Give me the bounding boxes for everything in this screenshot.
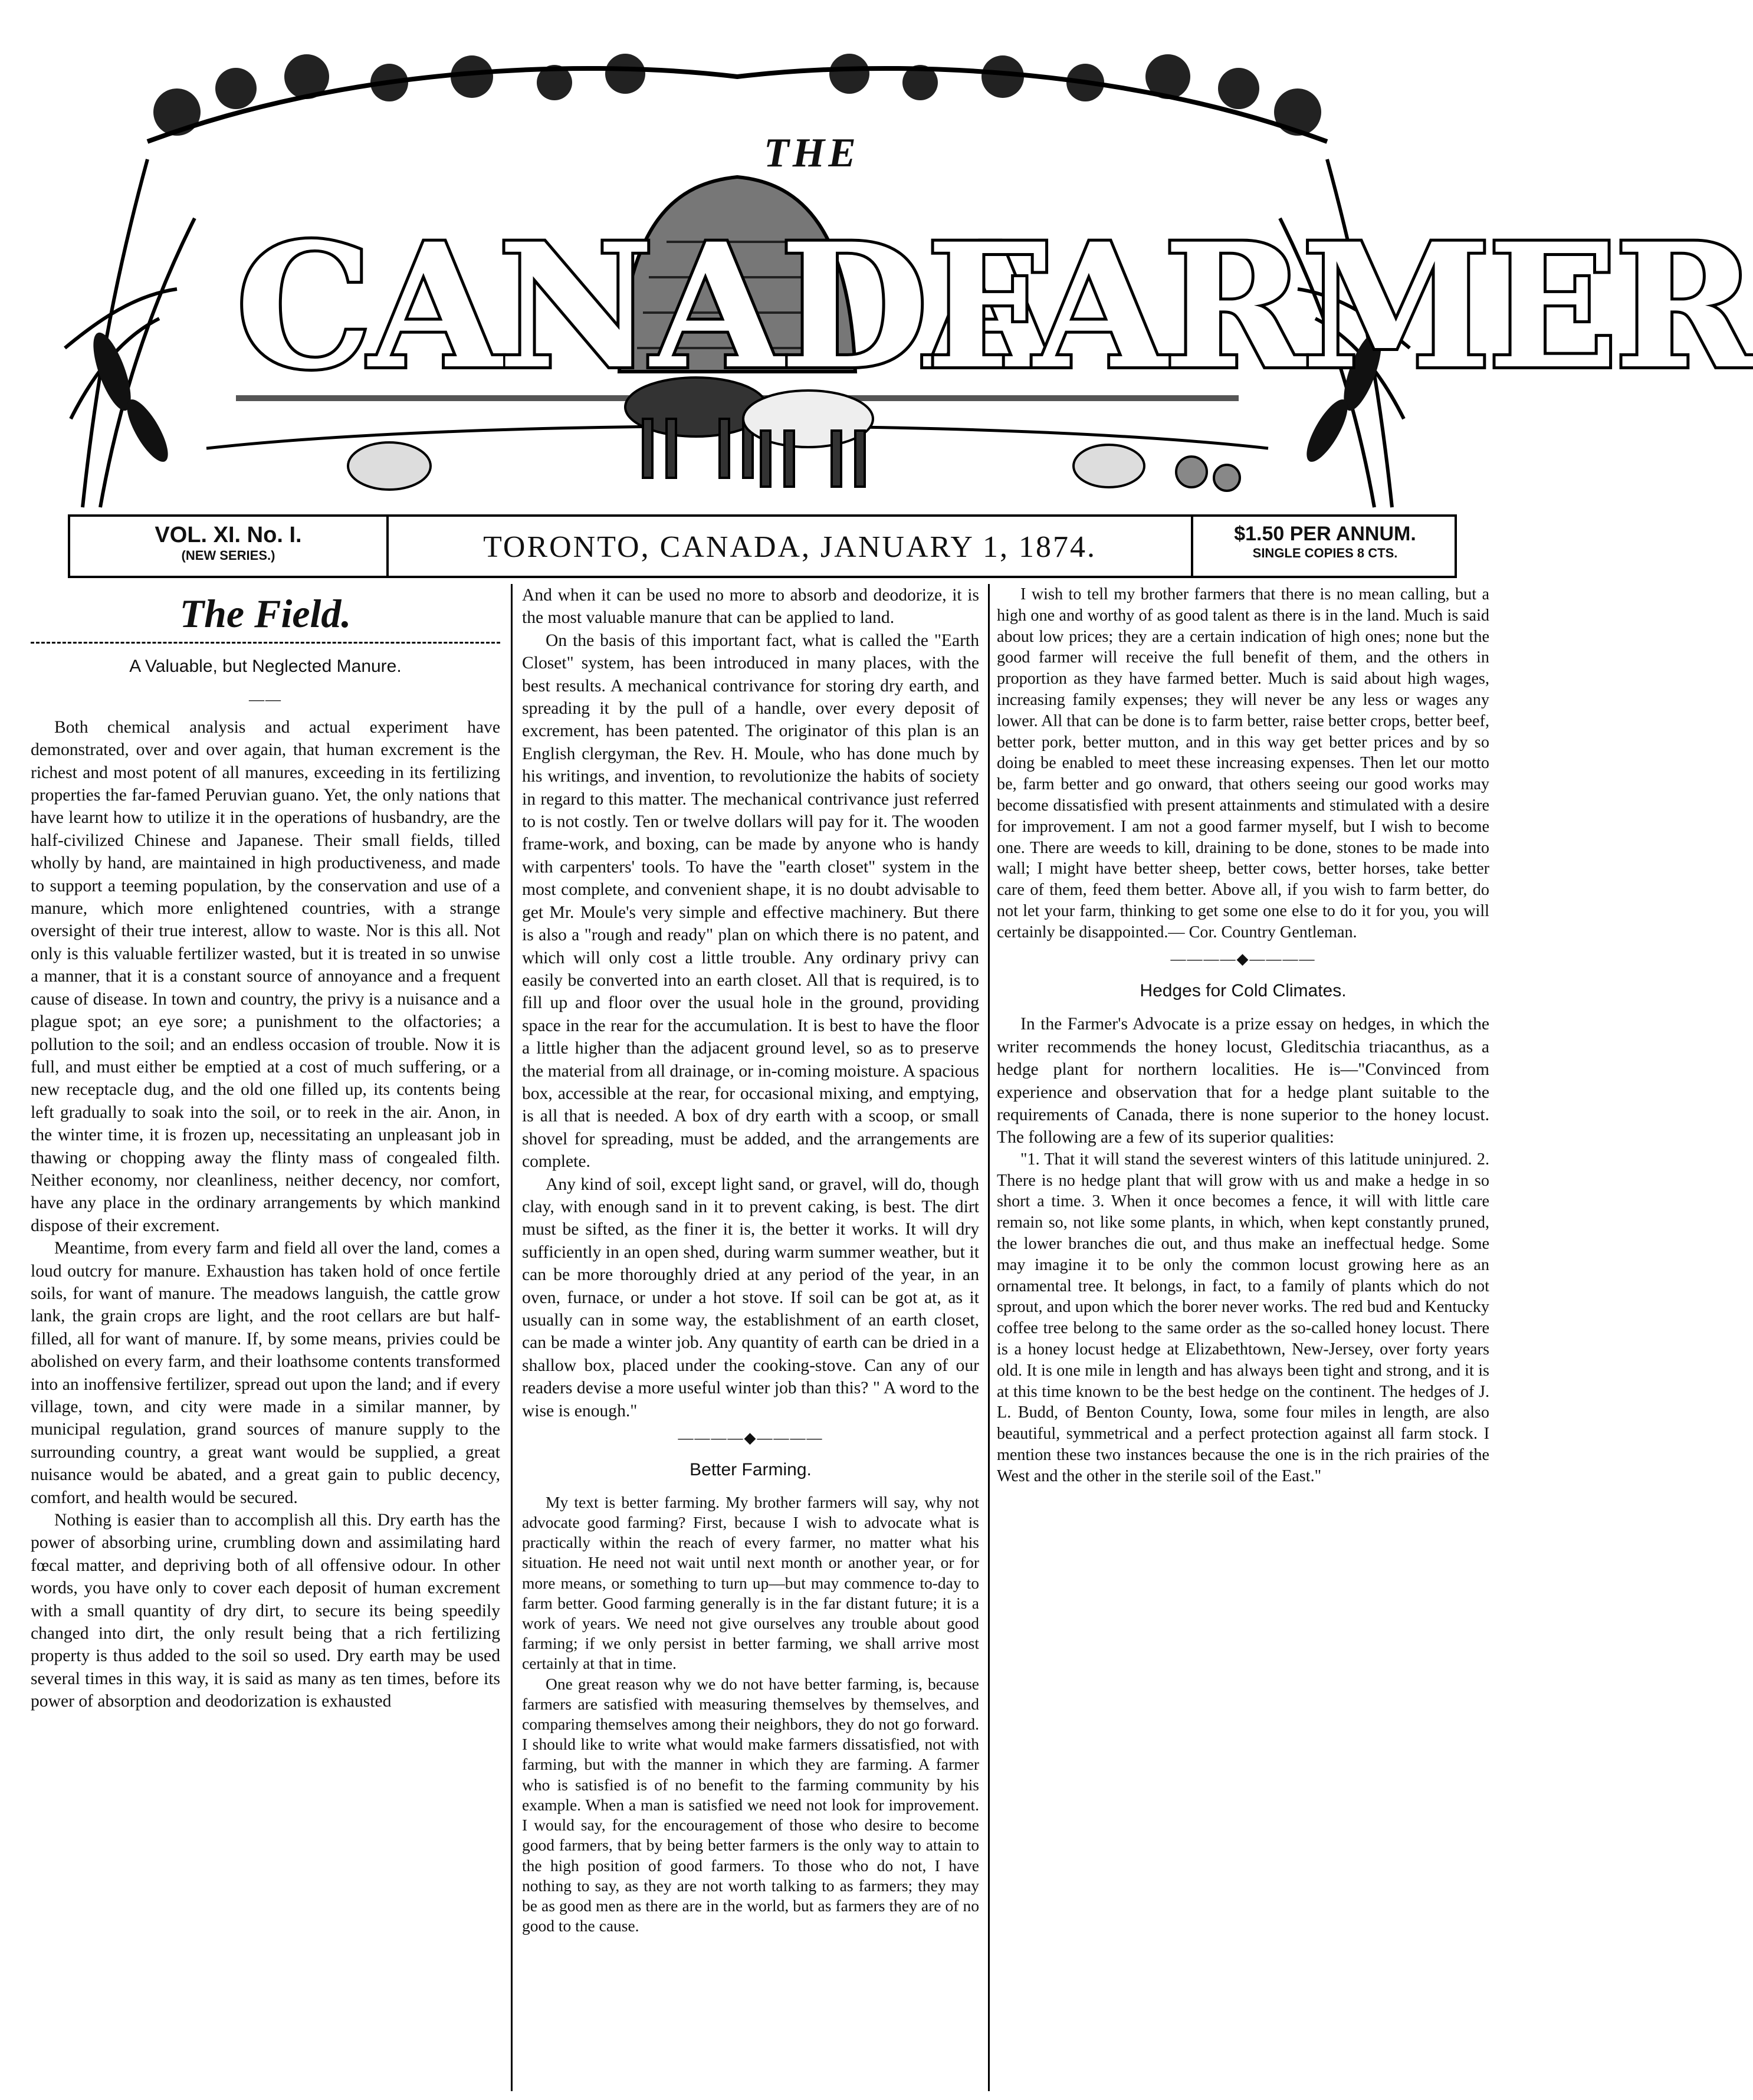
article-paragraph: Nothing is easier than to accomplish all this. Dry earth has the power of absorbing urine, crumbling down and assimilating hard fœcal matter, and depriving both of all offensive odour. In other words, you have only to cover each deposit of human excrement with a small quantity of dry dirt, to secure its being speedily changed into dirt, the only result being that a rich fertilizing property is thus added to the soil so used. Dry earth may be used several times in this way, it is said as many as ten times, before its power of absorption and deodorization is exhausted [31,1511,500,1711]
issue-info-bar [68,514,1457,578]
dateline-box [389,517,1191,576]
divider: —— [249,691,282,708]
divider: ————◆———— [1170,950,1316,967]
masthead-title-canada: CANADA [236,206,1054,407]
article-title: Hedges for Cold Climates. [1140,980,1347,1000]
column-rule [511,584,513,2091]
divider [31,642,500,644]
single-copy-price: SINGLE COPIES 8 CTS. [1252,546,1398,560]
article-paragraph: I wish to tell my brother farmers that there is no mean calling, but a high one and worthy of as good talent as there is in the land. Much is said about low prices; they are a certain indication of high ones; none but the good farmer will receive the full benefit of them, and the others in proportion as they have farmed better. Much is said about high wages, increasing family expenses; they will never be any less or wages any lower. All that can be done is to farm better, raise better crops, better beef, better pork, better mutton, and in this way get better prices and by so doing be enabled to meet these increasing expenses. Then let our motto be, farm better and go onward, that others seeing our good works may become dissatisfied with present attainments and stimulated with a desire for improvement. I am not a good farmer myself, but I wish to become one. There are weeds to kill, draining to be done, stones to be made into wall; I might have better sheep, better cows, better horses, take better care of them, feed them better. Above all, if you wish to farm better, do not let your farm, thinking to get some one else to do it for you, you will certainly be disappointed.— Cor. Country Gentleman. [997,585,1489,941]
article-paragraph: Meantime, from every farm and field all over the land, comes a loud outcry for manure. Exhaustion has taken hold of once fertile soils, for want of manure. The meadows languish, the cattle grow lank, the grain crops are light, and the root cellars are but half-filled, all for want of manure. If, by some means, privies could be abolished on every farm, and their loathsome contents transformed into an inoffensive fertilizer, spread out upon the land; and if every village, town, and city were made in a similar manner, by municipal regulation, grand sources of manure supply to the surrounding country, a great want would be supplied, a great nuisance would be abated, and a great gain to public decency, comfort, and health would be secured. [31,1239,500,1507]
masthead-illustration [59,41,1753,513]
article-paragraph: Any kind of soil, except light sand, or gravel, will do, though clay, with enough sand in it to prevent caking, is best. The dirt must be sifted, as the finer it is, the better it works. It will dry sufficiently in an open shed, during warm summer weather, but it can be more thoroughly dried at any period of the year, in an oven, furnace, or under a hot stove. If soil can be got at, as it usually can in some way, the establishment of an earth closet, can be made a winter job. Any quantity of earth can be dried in a shallow box, placed under the cooking-stove. Can any of our readers devise a more useful winter job than this? " A word to the wise is enough." [522,1174,979,1420]
article-title: A Valuable, but Neglected Manure. [129,657,402,676]
volume-number: VOL. XI. No. I. [155,523,302,547]
column-3 [997,584,1489,2091]
masthead-title-farmer: FARMER [926,206,1753,407]
article-paragraph: On the basis of this important fact, what is called the "Earth Closet" system, has been introduced in many places, with the best results. A mechanical contrivance for storing dry earth, and spreading it by the pull of a handle, over every deposit of excrement, has been patented. The originator of this plan is an English clergyman, the Rev. H. Moule, who has done much by his writings, and invention, to revolutionize the habits of society in regard to this matter. The mechanical contrivance just referred to is not costly. Ten or twelve dollars will pay for it. The wooden frame-work, and boxing, can be made by anyone who is handy with carpenters' tools. To have the "earth closet" system in the most complete, and convenient shape, it is no doubt advisable to get Mr. Moule's very simple and effective machinery. But there is also a "rough and ready" plan on which there is no patent, and which will only cost a little trouble. Any ordinary privy can easily be converted into an earth closet. All that is required, is to fill up and floor over the usual hole in the ground, providing space in the rear for the accumulation. It is best to have the floor a little higher than the adjacent ground level, so as to preserve the material from all drainage, or in-coming moisture. A spacious box, accessible at the rear, for occasional mixing, and emptying, is all that is needed. A box of dry earth with a scoop, or small shovel for spreading, must be added, and the arrangements are complete. [522,631,979,1172]
column-1 [31,584,500,2091]
column-rule [988,584,990,2091]
subscription-price: $1.50 PER ANNUM. [1234,523,1416,545]
article-paragraph: Both chemical analysis and actual experiment have demonstrated, over and over again, that human excrement is the richest and most potent of all manures, exceeding in its fertilizing properties the far-famed Peruvian guano. Yet, the only nations that have learnt how to utilize it in the operations of husbandry, are the half-civilized Chinese and Japanese. Their small fields, tilled wholly by hand, are maintained in high productiveness, and made to support a teeming population, by the conservation and use of a manure, which more enlightened countries, with a strange oversight of their true interest, allow to waste. Nor is this all. Not only is this valuable fertilizer wasted, but it is treated in so unwise a manner, that it is a constant source of annoyance and a frequent cause of disease. In town and country, the privy is a nuisance and a plague spot; an eye sore; a punishment to the olfactories; a pollution to the soil; and an endless occasion of trouble. Now it is full, and must either be emptied at a cost of much suffering, or a new receptacle dug, and the old one filled up, its contents being left gradually to soak into the soil, or to reek in the air. Anon, in the winter time, it is frozen up, necessitating an unpleasant job in thawing or chopping away the flinty mass of congealed filth. Neither economy, nor cleanliness, neither decency, nor comfort, have any place in the ordinary arrangements by which mankind dispose of their excrement. [31,717,500,1235]
article-paragraph: One great reason why we do not have better farming, is, because farmers are satisfied with measuring themselves by themselves, and comparing themselves among their neighbors, they do not go forward. I should like to write what would make farmers dissatisfied, not with farming, but with the manner in which they are farming. A farmer who is satisfied is of no benefit to the farming community by his example. When a man is satisfied we need not look for improvement. I would say, for the encouragement of those who desire to become good farmers, that by being better farmers is the only way to attain to the high position of good farmers. To those who do not, I have nothing to say, as they are not worth talking to as farmers; they may be as good men as there are in the world, but as farmers they are of no good to the cause. [522,1674,979,1935]
article-paragraph: And when it can be used no more to absorb and deodorize, it is the most valuable manure that can be applied to land. [522,586,979,628]
column-2 [522,584,979,2091]
dateline: TORONTO, CANADA, JANUARY 1, 1874. [483,530,1097,564]
article-paragraph: In the Farmer's Advocate is a prize essay on hedges, in which the writer recommends the honey locust, Gleditschia triacanthus, as a hedge plant for northern localities. He is—"Convinced from experience and observation that for a hedge plant suitable to the requirements of Canada, there is none superior to the honey locust. The following are a few of its superior qualities: [997,1015,1489,1147]
article-paragraph: "1. That it will stand the severest winters of this latitude uninjured. 2. There is no hedge plant that will grow with us and make a hedge in so short a time. 3. When it once becomes a fence, it will with little care remain so, not like some plants, in which, when kept constantly pruned, the lower branches die out, and thus make an ineffectual hedge. Some may imagine it to be only the common locust growing here as an ornamental tree. It belongs, in fact, to a family of plants which do not sprout, and upon which the borer never works. The red bud and Kentucky coffee tree belong to the same order as the so-called honey locust. There is a honey locust hedge at Elizabethtown, New-Jersey, over forty years old. It is one mile in length and has always been tight and strong, and it is at this time known to be the best hedge on the continent. The hedges of J. L. Budd, of Benton County, Iowa, some four miles in length, are also beautiful, symmetrical and a perfect protection against all farm stock. I mention these two instances because the one is in the rich prairies of the West and the other in the sterile soil of the East." [997,1150,1489,1485]
divider: ————◆———— [678,1429,823,1447]
volume-box [70,517,389,576]
masthead-the: THE [764,130,859,176]
price-box [1191,517,1457,576]
series-note: (NEW SERIES.) [181,548,275,563]
article-paragraph: My text is better farming. My brother farmers will say, why not advocate good farming? First, because I wish to advocate what is practically within the reach of every farmer, no matter what his situation. He need not wait until next month or another year, or for more means, or something to turn up—but may commence to-day to farm better. Good farming generally is in the far distant future; it is a work of years. We need not give ourselves any trouble about good farming; if we only persist in better farming, we shall arrive most certainly at that in time. [522,1492,979,1673]
section-heading: The Field. [179,591,352,636]
article-title: Better Farming. [690,1460,812,1480]
